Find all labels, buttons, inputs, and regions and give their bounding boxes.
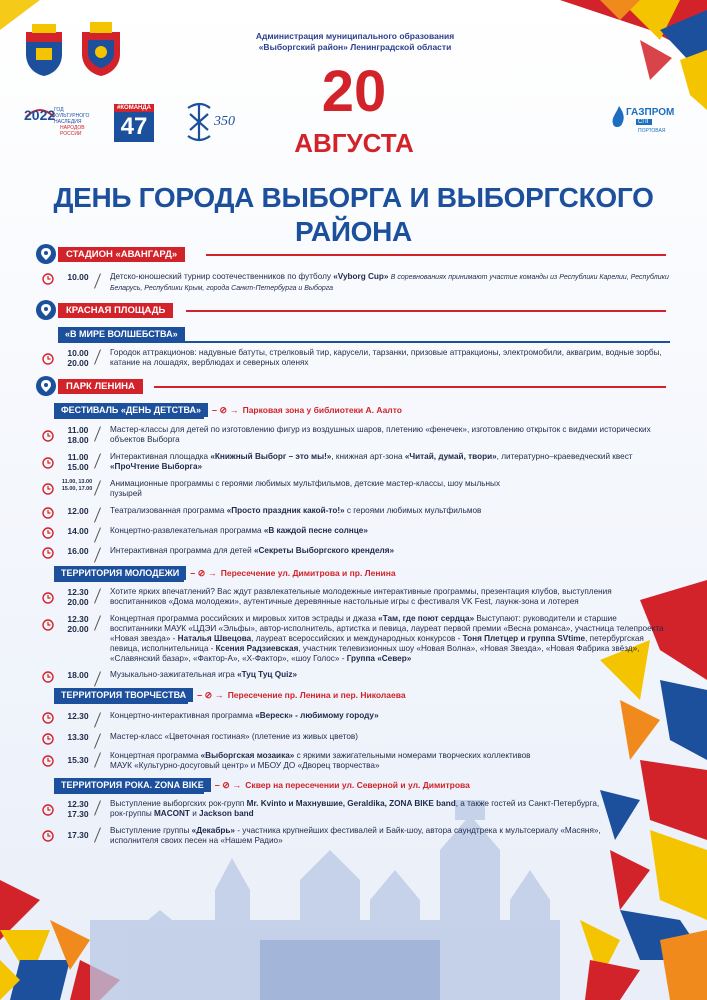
event-description: Мастер-класс «Цветочная гостиная» (плетение из живых цветов) bbox=[110, 732, 358, 741]
clock-icon bbox=[42, 671, 54, 683]
section-rule bbox=[206, 254, 666, 256]
event-description: Концертно-развлекательная программа «В каждой песне солнце» bbox=[110, 526, 368, 535]
district-coat-of-arms-icon bbox=[78, 22, 124, 78]
clock-icon bbox=[42, 457, 54, 469]
clock-icon bbox=[42, 353, 54, 365]
event-time: 18.00 bbox=[67, 670, 89, 680]
event-time: 11.00 18.00 bbox=[67, 425, 89, 445]
clock-icon bbox=[42, 804, 54, 816]
divider-slash bbox=[94, 348, 102, 366]
gazprom-sub: СПГ bbox=[638, 119, 650, 125]
clock-icon bbox=[42, 430, 54, 442]
subsection-location: Парковая зона у библиотеки А. Аалто bbox=[242, 405, 402, 415]
event-description: Театрализованная программа «Просто праздник какой-то!» с героями любимых мультфильмов bbox=[110, 506, 482, 515]
event-description: Интерактивная площадка «Книжный Выборг – это мы!», книжная арт-зона «Читай, думай, твори», литературно–краеведческий квест «ПроЧтение Выборга» bbox=[110, 452, 633, 471]
subsection-label: ФЕСТИВАЛЬ «ДЕНЬ ДЕТСТВА» bbox=[54, 403, 208, 417]
clock-icon bbox=[42, 733, 54, 745]
divider-slash bbox=[94, 614, 102, 632]
event-time: 12.30 20.00 bbox=[67, 614, 89, 634]
event-description: Городок аттракционов: надувные батуты, стрелковый тир, карусели, тарзанки, призовые аттракционы, электромобили, аквагрим, водные зорбы, катание на лошадях, верблюдах и северных оленях bbox=[110, 348, 662, 367]
event-description: Концертная программа «Выборгская мозаика» с яркими зажигательными номерами творческих коллективов МАУК «Культурно-досуговый центр» и МБОУ ДО «Дворец творчества» bbox=[110, 751, 531, 770]
event-time: 14.00 bbox=[67, 526, 89, 536]
event-time: 10.00 20.00 bbox=[67, 348, 89, 368]
divider-slash bbox=[94, 826, 102, 844]
section-rule bbox=[154, 386, 666, 388]
clock-icon bbox=[42, 507, 54, 519]
event-time: 11.00 15.00 bbox=[67, 452, 89, 472]
divider-slash bbox=[94, 732, 102, 744]
subsection-youth bbox=[54, 566, 396, 580]
event-time: 12.00 bbox=[67, 506, 89, 516]
divider-slash bbox=[94, 452, 102, 470]
event-description: Концертно-интерактивная программа «Вереск» - любимому городу» bbox=[110, 711, 379, 720]
subsection-rule bbox=[54, 417, 204, 419]
divider-slash bbox=[94, 506, 102, 518]
event-time: 12.30 bbox=[67, 711, 89, 721]
subsection-label: ТЕРРИТОРИЯ МОЛОДЕЖИ bbox=[54, 566, 186, 580]
logo-2022-text2: НАРОДОВ РОССИИ bbox=[60, 125, 85, 137]
clock-icon bbox=[42, 619, 54, 631]
date-month: АВГУСТА bbox=[294, 128, 414, 158]
section-label: СТАДИОН «АВАНГАРД» bbox=[58, 247, 185, 262]
divider-slash bbox=[94, 751, 102, 769]
clock-icon bbox=[42, 830, 54, 842]
date-day: 20 bbox=[321, 59, 387, 124]
vyborg-coat-of-arms-icon bbox=[22, 24, 66, 78]
gazprom-sub2: ПОРТОВАЯ bbox=[638, 128, 666, 134]
arrow-pin-icon: – ⊘ → bbox=[212, 405, 239, 415]
subsection-location: Сквер на пересечении ул. Северной и ул. Димитрова bbox=[245, 780, 470, 790]
divider-slash bbox=[94, 425, 102, 443]
clock-icon bbox=[42, 755, 54, 767]
subsection-magic bbox=[58, 327, 185, 341]
clock-icon bbox=[42, 592, 54, 604]
divider-slash bbox=[94, 526, 102, 538]
event-description: Выступление группы «Декабрь» - участника крупнейших фестивалей и Байк-шоу, автора саундтрека к мультсериалу «Масяня», исполнителя своих песен на «Нашем Радио» bbox=[110, 826, 601, 845]
subsection-rule bbox=[54, 702, 188, 704]
logo-2022-year: 2022 bbox=[24, 107, 56, 123]
subsection-creativity bbox=[54, 688, 406, 702]
event-description: Музыкально-зажигательная игра «Туц Туц Quiz» bbox=[110, 670, 298, 679]
flame-icon bbox=[612, 105, 626, 131]
subsection-festival bbox=[54, 403, 402, 417]
location-pin-icon bbox=[36, 376, 56, 396]
divider-slash bbox=[94, 711, 102, 723]
year-of-heritage-logo bbox=[24, 103, 96, 147]
subsection-location: Пересечение ул. Димитрова и пр. Ленина bbox=[220, 568, 396, 578]
komanda-47-logo bbox=[114, 104, 154, 142]
section-stadium bbox=[36, 244, 666, 264]
gazprom-logo bbox=[612, 103, 680, 143]
event-time: 12.30 20.00 bbox=[67, 587, 89, 607]
monogram-icon bbox=[182, 100, 216, 144]
arrow-pin-icon: – ⊘ → bbox=[190, 568, 217, 578]
event-description: Мастер-классы для детей по изготовлению фигур из воздушных шаров, плетению «фенечек», изготовлению открыток с видами исторических объектов Выборга bbox=[110, 425, 651, 444]
divider-slash bbox=[94, 479, 102, 497]
section-label: ПАРК ЛЕНИНА bbox=[58, 379, 143, 394]
admin-line-2: «Выборгский район» Ленинградской области bbox=[258, 42, 452, 52]
clock-icon bbox=[42, 712, 54, 724]
subsection-rule bbox=[58, 341, 670, 343]
event-time: 15.30 bbox=[67, 755, 89, 765]
page-title: ДЕНЬ ГОРОДА ВЫБОРГА И ВЫБОРГСКОГО РАЙОНА bbox=[53, 182, 654, 247]
subsection-location: Пересечение пр. Ленина и пер. Николаева bbox=[227, 690, 406, 700]
section-lenin-park bbox=[36, 376, 666, 396]
event-time: 12.30 17.30 bbox=[67, 799, 89, 819]
arrow-pin-icon: – ⊘ → bbox=[197, 690, 224, 700]
event-time: 13.30 bbox=[67, 732, 89, 742]
subsection-rule bbox=[54, 792, 204, 794]
event-time: 10.00 bbox=[67, 272, 89, 282]
location-pin-icon bbox=[36, 300, 56, 320]
event-description: Концертная программа российских и мировых хитов эстрады и джаза «Там, где поют сердца» Выступают: руководители и старшие воспитанники МАУК «ЦДЭИ «Эльфы», автор-исполнитель, артистка и певица, лауреат первой премии «Весна романса», участница телепроекта «Новая звезда» - Наталья Швецова, лауреат всероссийских и международных конкурсов - Тоня Плетцер и группа SVtime, петербургская певица, исполнительница - Ксения Радзиевская, участник телевизионных шоу «Новая Волна», «Новая Звезда», «Новая Фабрика звёзд», «Славянский базар», «Фактор-А», «Х-Фактор», «шоу Голос» - Группа «Север» bbox=[110, 614, 664, 663]
komanda-number: 47 bbox=[120, 113, 148, 140]
divider-slash bbox=[94, 670, 102, 682]
divider-slash bbox=[94, 587, 102, 605]
event-description: Хотите ярких впечатлений? Вас ждут развлекательные молодежные интерактивные программы, презентация клубов, выступления воспитанников «Дома молодежи», аутентичные деревянные настольные игры с фестиваля VK Fest, лаунж-зона и лотерея bbox=[110, 587, 612, 606]
section-rule bbox=[186, 310, 666, 312]
event-description: Интерактивная программа для детей «Секреты Выборгского кренделя» bbox=[110, 546, 395, 555]
logo-350-number: 350 bbox=[214, 114, 235, 129]
event-description: Анимационные программы с героями любимых мультфильмов, детские мастер-классы, шоу мыльных пузырей bbox=[110, 479, 501, 498]
location-pin-icon bbox=[36, 244, 56, 264]
komanda-tag: #КОМАНДА bbox=[114, 104, 154, 112]
subsection-label: ТЕРРИТОРИЯ РОКА. ZONA BIKE bbox=[54, 778, 211, 792]
subsection-label: «В МИРЕ ВОЛШЕБСТВА» bbox=[58, 327, 185, 341]
event-time: 11.00, 13.00 15.00, 17.00 bbox=[61, 479, 93, 492]
divider-slash bbox=[94, 546, 102, 558]
clock-icon bbox=[42, 527, 54, 539]
subsection-rock bbox=[54, 778, 470, 792]
subsection-label: ТЕРРИТОРИЯ ТВОРЧЕСТВА bbox=[54, 688, 193, 702]
arrow-pin-icon: – ⊘ → bbox=[214, 780, 242, 790]
divider-slash bbox=[94, 272, 102, 290]
event-description: Детско-юношеский турнир соотечественников по футболу «Vyborg Cup» В соревнованиях принимают участие команды из Республики Карелии, Республики Беларусь, Республики Крым, города Санкт-Петербурга и Выборга bbox=[110, 272, 669, 292]
gazprom-name: ГАЗПРОМ bbox=[626, 107, 675, 118]
divider-slash bbox=[94, 799, 102, 817]
administration-header bbox=[210, 31, 500, 53]
clock-icon bbox=[42, 483, 54, 495]
logo-2022-text: ГОД КУЛЬТУРНОГО НАСЛЕДИЯ bbox=[54, 107, 90, 125]
event-time: 16.00 bbox=[67, 546, 89, 556]
event-description: Выступление выборгских рок-групп Mr. Kvinto и Махнувшие, Geraldika, ZONA BIKE band, а также гостей из Санкт-Петербурга, рок-группы MACONT и Jackson band bbox=[110, 799, 600, 818]
clock-icon bbox=[42, 273, 54, 285]
vyborg-350-logo bbox=[182, 100, 252, 144]
clock-icon bbox=[42, 547, 54, 559]
event-time: 17.30 bbox=[67, 830, 89, 840]
admin-line-1: Администрация муниципального образования bbox=[255, 31, 455, 41]
section-red-square bbox=[36, 300, 666, 320]
subsection-rule bbox=[54, 580, 184, 582]
section-label: КРАСНАЯ ПЛОЩАДЬ bbox=[58, 303, 173, 318]
